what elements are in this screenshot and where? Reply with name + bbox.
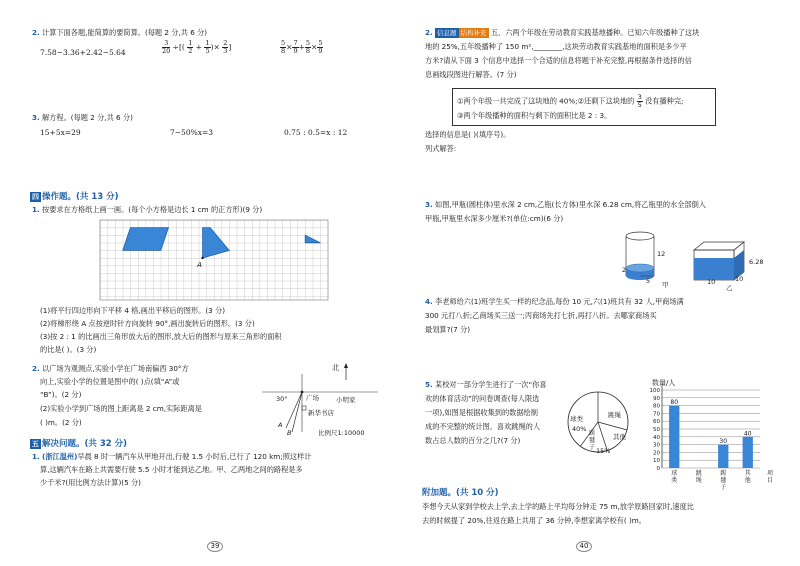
frac-3-5 [637, 94, 643, 109]
q51-text-1: 早晨 8 时一辆汽车从甲地开出,行驶 1.5 小时后,已行了 120 km;照这样计 [77, 452, 312, 461]
q42-number: 2. [32, 364, 40, 373]
y-tick-label: 0 [656, 466, 660, 472]
frac-1-2 [187, 40, 193, 55]
pie-ball-label: 球类 [570, 415, 583, 423]
frac-den: 9 [318, 47, 323, 55]
section-5-badge: 五 [32, 440, 39, 448]
section-5-title: 解决问题。(共 32 分) [42, 439, 128, 449]
q41-text: 按要求在方格纸上画一画。(每个小方格是边长 1 cm 的正方形)(9 分) [42, 205, 263, 214]
frac-num: 3 [162, 40, 170, 48]
point-a-label: A [197, 260, 202, 269]
info-option-2-tail: 没有播种完; [645, 96, 684, 106]
r-q2-tag-structure: 结构补充 [460, 29, 487, 37]
r-q2-solve: 列式解答: [425, 144, 457, 153]
frac-den: 2 [188, 47, 193, 55]
point-a-map-label: A [278, 421, 283, 429]
frac-den: 8 [281, 47, 286, 55]
frac-num: 5 [305, 39, 311, 47]
y-tick-label: 20 [653, 450, 660, 457]
section-4-title: 操作题。(共 13 分) [42, 192, 119, 202]
square-point [301, 391, 304, 394]
op-plus: + [195, 42, 203, 52]
y-tick-label: 60 [653, 419, 660, 426]
bar-value-label: 80 [670, 399, 679, 407]
r-q5-line-1 [425, 380, 547, 390]
frac-5-9 [317, 40, 323, 55]
r-q4-number: 4. [425, 297, 433, 306]
x-axis-title: 项 [766, 470, 774, 477]
info-options-line-1 [457, 94, 683, 109]
q2-prompt [32, 28, 207, 38]
frac-7-9 [292, 40, 298, 55]
r-q3-line-1 [425, 200, 706, 210]
y-tick-label: 80 [653, 403, 660, 410]
r-q5-number: 5. [425, 380, 433, 389]
x-category-label: 踢 [720, 470, 727, 477]
q3-eq-2: 7−50%x=3 [170, 128, 214, 137]
q42-text-1: 以广场为观测点,实验小学在广场南偏西 30°方 [42, 364, 189, 373]
section-4-badge: 四 [32, 193, 39, 201]
q51-line-1 [32, 452, 311, 462]
x-category-label: 类 [671, 477, 678, 484]
x-category-label: 绳 [695, 477, 702, 484]
frac-num: 7 [293, 39, 298, 47]
x-category-label: 子 [720, 484, 727, 491]
q3-eq-3: 0.75 : 0.5=x : 12 [284, 128, 348, 137]
q42-line-5: ( )m。(2 分) [40, 418, 82, 427]
q2-expr-1: 7.58−3.36+2.42−5.64 [40, 48, 126, 57]
box-top [694, 242, 744, 250]
r-q2-number: 2. [425, 28, 433, 37]
op-div: ÷ [172, 42, 179, 52]
q42-line-2: 向上,实验小学的位置是图中的( )点(填“A”或 [40, 377, 180, 386]
q3-prompt [32, 113, 133, 123]
dim-12: 12 [657, 250, 666, 258]
scale-label: 比例尺1:10000 [318, 429, 365, 437]
r-q4-line-2: 300 元打八折;乙商场买三送一;丙商场先打七折,再打八折。去哪家商场买 [425, 311, 657, 320]
r-q3-number: 3. [425, 200, 433, 209]
r-q5-text-1: 某校对一部分学生进行了一次“你喜 [435, 380, 547, 389]
q2-text: 计算下面各题,能简算的要简算。(每题 2 分,共 6 分) [42, 28, 208, 37]
frac-num: 2 [223, 39, 228, 47]
q51-number: 1. [32, 452, 40, 461]
r-q2-line-2: 地的 25%,五年级播种了 150 m²,________,这块劳动教育实践基地的面积是多少平 [425, 42, 687, 51]
q41-step-2: (2)将梯形绕 A 点按逆时针方向旋转 90°,画出旋转后的图形。(3 分) [40, 319, 255, 328]
q3-number: 3. [32, 113, 40, 122]
frac-den: 20 [162, 47, 171, 55]
q2-expr-2: $\frac{3}{20}$ ÷[( $\frac{1}{2}$ + $\frac{1}{5}$ )× $\frac{2}{3}$ ] [162, 39, 232, 55]
label-jia: 甲 [662, 281, 669, 289]
info-option-3: ③两个年级播种的面积与剩下的面积比是 2 : 3。 [457, 111, 612, 120]
frac-2-3 [222, 40, 228, 55]
r-q2-line-4: 息画线段图进行解答。(7 分) [425, 70, 517, 79]
store-label: 新华书店 [308, 409, 334, 417]
q2-number: 2. [32, 28, 40, 37]
frac-den: 8 [305, 47, 311, 55]
y-tick-label: 70 [653, 411, 660, 418]
page-number-left: 39 [207, 541, 223, 552]
x-category-label: 跳 [695, 470, 702, 477]
r-q2-choose: 选择的信息是( )(填序号)。 [425, 130, 511, 139]
r-q4-line-1 [425, 297, 684, 307]
frac-5-8 [280, 40, 286, 55]
r-q5-line-4: 成的不完整的统计图。喜欢跳绳的人 [425, 422, 541, 431]
q51-tag: (浙江温州) [42, 452, 78, 461]
right-page [400, 0, 800, 566]
point-b-map-label: B [287, 429, 292, 437]
q51-line-3: 少千米?(用比例方法计算)(5 分) [40, 478, 141, 487]
q41-step-1: (1)将平行四边形向下平移 4 格,画出平移后的图形。(3 分) [40, 306, 226, 315]
grid-paper [100, 220, 328, 300]
extra-line-2: 去的时候提了 20%,往返在路上共用了 36 分钟,李想家离学校有( )m。 [422, 516, 646, 525]
x-category-label: 球 [671, 470, 678, 477]
y-tick-label: 50 [653, 427, 660, 433]
store-marker [302, 406, 306, 410]
dim-10b: 10 [735, 275, 744, 283]
dim-5: 5 [646, 277, 651, 285]
point-a-dot [201, 257, 203, 259]
q2-expr-3: $\frac{5}{8}$ × $\frac{7}{9}$ + $\frac{5}{8}$ × $\frac{5}{9}$ [281, 39, 323, 55]
pie-kick-pct: 15% [596, 447, 611, 455]
x-category-label: 其 [744, 470, 751, 477]
frac-num: 1 [188, 39, 193, 47]
q41-prompt [32, 205, 262, 215]
bar-chart [640, 376, 790, 491]
x-category-label: 毽 [720, 477, 727, 484]
y-tick-label: 30 [653, 442, 660, 449]
q41-step-3b: 的比是( )。(3 分) [40, 345, 97, 354]
r-q2-tag-info: 信息题 [437, 29, 457, 37]
page-number-right: 40 [576, 541, 592, 552]
bar-chart-ylabel: 数量/人 [652, 379, 676, 387]
r-q2-line-3: 方米?请从下面 3 个信息中选择一个合适的信息将题干补充完整,再根据条件选择的信 [425, 56, 692, 65]
frac-5-8b [305, 40, 311, 55]
bar-3 [743, 437, 753, 468]
q3-text: 解方程。(每题 2 分,共 6 分) [42, 113, 133, 122]
x-category-label: 他 [744, 477, 751, 484]
frac-num: 1 [205, 39, 210, 47]
info-options-box [452, 88, 716, 126]
dim-10a: 10 [707, 278, 716, 286]
frac-num: 5 [281, 39, 286, 47]
q42-line-4: (2)实验小学到广场的图上距离是 2 cm,实际距离是 [40, 404, 202, 413]
pie-ball-pct: 40% [572, 425, 587, 433]
section-4-header [30, 190, 119, 202]
pie-kick-label: 踢毽子 [589, 430, 596, 451]
y-tick-label: 10 [653, 458, 660, 465]
x-axis-title: 目 [766, 477, 774, 484]
bar-chart-xlabels [671, 469, 774, 491]
angle-label: 30° [276, 395, 288, 403]
parallelogram-shape [123, 228, 169, 251]
bar-2 [718, 445, 728, 468]
q51-line-2: 算,这辆汽车在路上共需要行驶 5.5 小时才能到达乙地。甲、乙两地之间的路程是多 [40, 465, 303, 474]
r-q2-text-1: 五、六两个年级在劳动教育实践基地播种。已知六年级播种了这块 [490, 28, 700, 37]
y-tick-label: 100 [649, 388, 660, 394]
q41-number: 1. [32, 205, 40, 214]
bar-chart-bars [669, 399, 753, 468]
cylinder-top [626, 232, 654, 240]
frac-den: 5 [637, 101, 642, 109]
r-q5-line-3: 一项),如图是根据收集到的数据绘制 [425, 408, 538, 417]
dim-628: 6.28 [749, 258, 764, 266]
op-times: × [213, 42, 220, 52]
north-arrow-head [344, 363, 348, 368]
r-q5-line-5: 数占总人数的百分之几?(7 分) [425, 436, 521, 445]
y-tick-label: 40 [653, 434, 660, 441]
r-q2-line-1 [425, 28, 699, 38]
r-q5-line-2: 欢的体育活动”的问卷调查(每人限选 [425, 394, 540, 403]
q3-eq-1: 15+5x=29 [40, 128, 81, 137]
q41-step-3a: (3)按 2 : 1 的比画出三角形放大后的图形,放大后的图形与原来三角形的面积 [40, 332, 282, 341]
r-q3-line-2: 甲瓶,甲瓶里水深多少厘米?(单位:cm)(6 分) [425, 214, 564, 223]
bar-chart-yticks [650, 388, 661, 472]
y-tick-label: 90 [653, 395, 660, 402]
north-label: 北 [332, 363, 340, 372]
frac-3-20 [162, 40, 170, 55]
pie-other-label: 其他 [613, 433, 626, 441]
info-option-1-2: ①两个年级一共完成了这块地的 40%;②还剩下这块地的 [457, 96, 635, 106]
bottles-diagram [618, 228, 768, 290]
frac-num: 3 [637, 93, 642, 101]
frac-num: 5 [318, 39, 323, 47]
q42-line-3: “B”)。(2 分) [40, 390, 82, 399]
r-q4-text-1: 李老师给六(1)班学生买一样的纪念品,每份 10 元,六(1)班共有 32 人,甲商场满 [435, 297, 684, 306]
section-5-header [30, 437, 127, 449]
extra-line-1: 李想今天从家到学校去上学,去上学的路上平均每分钟走 75 m,放学原路回家时,速度比 [422, 502, 694, 511]
r-q4-line-3: 最划算?(7 分) [425, 325, 471, 334]
r-q3-text-1: 如图,甲瓶(圆柱体)里水深 2 cm,乙瓶(长方体)里水深 6.28 cm,将乙瓶里的水全部倒入 [435, 200, 706, 209]
frac-1-5 [204, 40, 210, 55]
label-yi: 乙 [726, 284, 733, 292]
frac-den: 9 [293, 47, 298, 55]
bar-0 [669, 406, 679, 468]
dim-2: 2 [622, 266, 627, 274]
frac-den: 5 [205, 47, 210, 55]
pie-jump-label: 跳绳 [608, 411, 621, 419]
line-to-b [292, 392, 302, 432]
cylinder-water-top [626, 264, 654, 272]
bar-value-label: 30 [719, 438, 728, 446]
bar-value-label: 40 [743, 430, 752, 438]
frac-den: 3 [223, 47, 228, 55]
home-label: 小明家 [336, 396, 356, 404]
q42-line-1 [32, 364, 189, 374]
extra-header: 附加题。(共 10 分) [422, 488, 499, 498]
square-label: 广场 [306, 394, 319, 402]
